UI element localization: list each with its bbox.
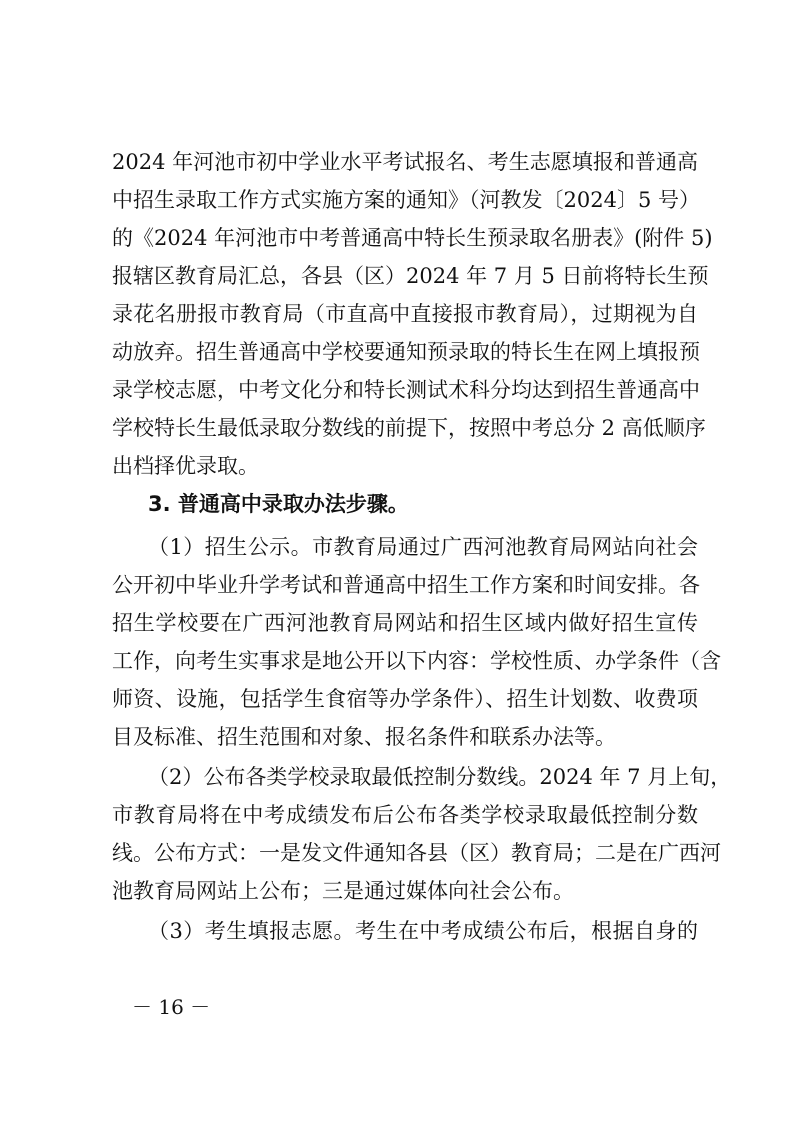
paragraph-1-line-1: 2024 年河池市初中学业水平考试报名、考生志愿填报和普通高	[112, 150, 698, 174]
paragraph-3-line-3: 线。公布方式：一是发文件通知各县（区）教育局；二是在广西河	[112, 841, 721, 865]
paragraph-2-line-1: （1）招生公示。市教育局通过广西河池教育局网站向社会	[148, 535, 698, 559]
paragraph-3-line-4: 池教育局网站上公布；三是通过媒体向社会公布。	[112, 879, 574, 903]
section-heading-3: 3. 普通高中录取办法步骤。	[148, 492, 409, 516]
paragraph-2-line-6: 目及标准、招生范围和对象、报名条件和联系办法等。	[112, 725, 616, 749]
paragraph-2-line-4: 工作，向考生实事求是地公开以下内容：学校性质、办学条件（含	[112, 649, 721, 673]
paragraph-1-line-3: 的《2024 年河池市中考普通高中特长生预录取名册表》(附件 5)	[112, 226, 713, 250]
page-number: － 16 －	[132, 995, 211, 1019]
paragraph-1-line-2: 中招生录取工作方式实施方案的通知》（河教发〔2024〕5 号）	[112, 188, 700, 212]
paragraph-2-line-5: 师资、设施，包括学生食宿等办学条件）、招生计划数、收费项	[112, 687, 698, 711]
paragraph-1-line-7: 录学校志愿，中考文化分和特长测试术科分均达到招生普通高中	[112, 378, 700, 402]
paragraph-1-line-4: 报辖区教育局汇总，各县（区）2024 年 7 月 5 日前将特长生预	[112, 264, 709, 288]
paragraph-4-line-1: （3）考生填报志愿。考生在中考成绩公布后，根据自身的	[148, 919, 698, 943]
paragraph-1-line-5: 录花名册报市教育局（市直高中直接报市教育局），过期视为自	[112, 302, 698, 326]
paragraph-1-line-8: 学校特长生最低录取分数线的前提下，按照中考总分 2 高低顺序	[112, 416, 706, 440]
paragraph-1-line-6: 动放弃。招生普通高中学校要通知预录取的特长生在网上填报预	[112, 340, 700, 364]
paragraph-3-line-2: 市教育局将在中考成绩发布后公布各类学校录取最低控制分数	[112, 803, 698, 827]
paragraph-3-line-1: （2）公布各类学校录取最低控制分数线。2024 年 7 月上旬，	[148, 765, 732, 789]
paragraph-1-line-9: 出档择优录取。	[112, 454, 259, 478]
paragraph-2-line-2: 公开初中毕业升学考试和普通高中招生工作方案和时间安排。各	[112, 573, 700, 597]
paragraph-2-line-3: 招生学校要在广西河池教育局网站和招生区域内做好招生宣传	[112, 611, 698, 635]
